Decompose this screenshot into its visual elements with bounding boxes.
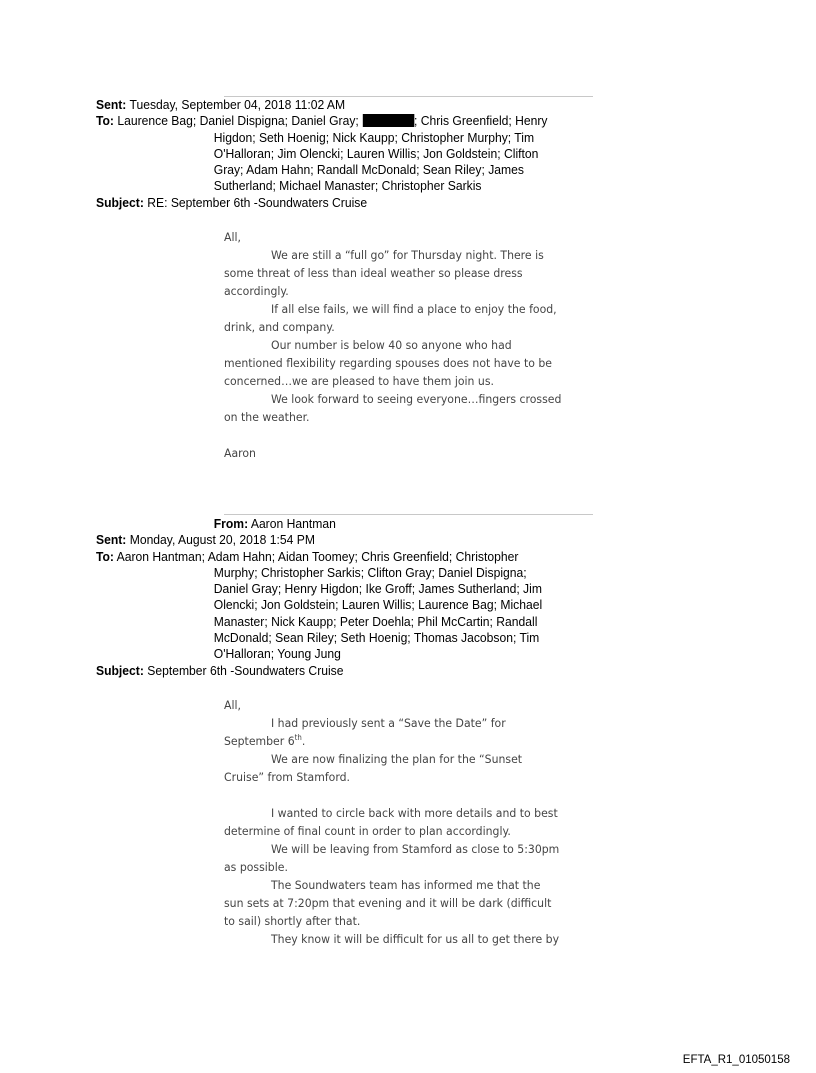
sent-value: Tuesday, September 04, 2018 11:02 AM <box>129 97 346 112</box>
header-divider <box>224 514 593 515</box>
body-line: on the weather. <box>224 410 310 424</box>
date-suffix: th <box>294 733 302 742</box>
body-line: If all else fails, we will find a place to enjoy the food, <box>271 302 557 316</box>
to-continuation: Murphy; Christopher Sarkis; Clifton Gray; Daniel Dispigna; <box>213 564 527 580</box>
body-line: I had previously sent a “Save the Date” for <box>271 716 506 730</box>
body-line: to sail) shortly after that. <box>224 914 361 928</box>
to-label: To: <box>96 548 114 564</box>
subject-label: Subject: <box>96 194 144 210</box>
sent-label: Sent: <box>96 532 127 548</box>
body-line: as possible. <box>224 860 288 874</box>
document-id: EFTA_R1_01050158 <box>682 1054 790 1066</box>
to-recipients: Aaron Hantman; Adam Hahn; Aidan Toomey; Chris Greenfield; Christopher <box>116 548 519 564</box>
from-line <box>96 516 542 532</box>
email-body-2 <box>224 696 559 948</box>
body-line: We look forward to seeing everyone…fingers crossed <box>271 392 562 406</box>
body-line: mentioned flexibility regarding spouses does not have to be <box>224 356 552 370</box>
body-line: sun sets at 7:20pm that evening and it will be dark (difficult <box>224 896 552 910</box>
to-continuation: O'Halloran; Jim Olencki; Lauren Willis; Jon Goldstein; Clifton <box>213 145 539 161</box>
to-continuation: Manaster; Nick Kaupp; Peter Doehla; Phil McCartin; Randall <box>213 613 538 629</box>
to-continuation: Daniel Gray; Henry Higdon; Ike Groff; James Sutherland; Jim <box>213 581 542 597</box>
to-continuation: O'Halloran; Young Jung <box>213 646 341 662</box>
redaction-block <box>362 114 414 127</box>
body-line: accordingly. <box>224 284 289 298</box>
subject-line <box>96 195 548 211</box>
body-line: some threat of less than ideal weather so please dress <box>224 266 523 280</box>
body-line: The Soundwaters team has informed me that the <box>271 878 541 892</box>
body-line: concerned…we are pleased to have them join us. <box>224 374 494 388</box>
signature: Aaron <box>224 446 256 460</box>
subject-value: September 6th -Soundwaters Cruise <box>147 662 344 678</box>
period: . <box>301 734 306 748</box>
subject-line <box>96 663 542 679</box>
from-label: From: <box>213 516 249 531</box>
to-line <box>96 113 548 129</box>
body-line <box>224 732 559 750</box>
body-line: They know it will be difficult for us all to get there by <box>271 932 560 946</box>
body-line: drink, and company. <box>224 320 335 334</box>
body-line: We are still a “full go” for Thursday night. There is <box>271 248 544 262</box>
sent-label: Sent: <box>96 97 127 112</box>
to-continuation: Sutherland; Michael Manaster; Christopher Sarkis <box>213 178 482 194</box>
date-text: September 6 <box>224 734 295 748</box>
subject-value: RE: September 6th -Soundwaters Cruise <box>147 194 368 210</box>
body-line: We will be leaving from Stamford as close to 5:30pm <box>271 842 560 856</box>
to-recipients-cont: ; Chris Greenfield; Henry <box>413 113 548 129</box>
subject-label: Subject: <box>96 662 144 678</box>
greeting: All, <box>224 230 241 244</box>
body-line: Cruise” from Stamford. <box>224 770 351 784</box>
body-line: We are now finalizing the plan for the “Sunset <box>271 752 523 766</box>
body-line: determine of final count in order to plan accordingly. <box>224 824 511 838</box>
email-body-1 <box>224 228 561 462</box>
to-continuation: Gray; Adam Hahn; Randall McDonald; Sean Riley; James <box>213 162 524 178</box>
body-line: Our number is below 40 so anyone who had <box>271 338 512 352</box>
to-continuation: Higdon; Seth Hoenig; Nick Kaupp; Christopher Murphy; Tim <box>213 129 535 145</box>
to-continuation: McDonald; Sean Riley; Seth Hoenig; Thomas Jacobson; Tim <box>213 630 540 646</box>
from-value: Aaron Hantman <box>250 516 336 531</box>
to-line <box>96 549 542 565</box>
body-line: I wanted to circle back with more details and to best <box>271 806 558 820</box>
sent-line <box>96 97 548 113</box>
sent-line <box>96 532 542 548</box>
email-header-1 <box>96 97 548 211</box>
to-label: To: <box>96 113 114 129</box>
to-continuation: Olencki; Jon Goldstein; Lauren Willis; Laurence Bag; Michael <box>213 597 543 613</box>
sent-value: Monday, August 20, 2018 1:54 PM <box>129 532 315 548</box>
to-recipients: Laurence Bag; Daniel Dispigna; Daniel Gray; <box>117 113 359 129</box>
email-header-2 <box>96 516 542 679</box>
greeting: All, <box>224 698 241 712</box>
